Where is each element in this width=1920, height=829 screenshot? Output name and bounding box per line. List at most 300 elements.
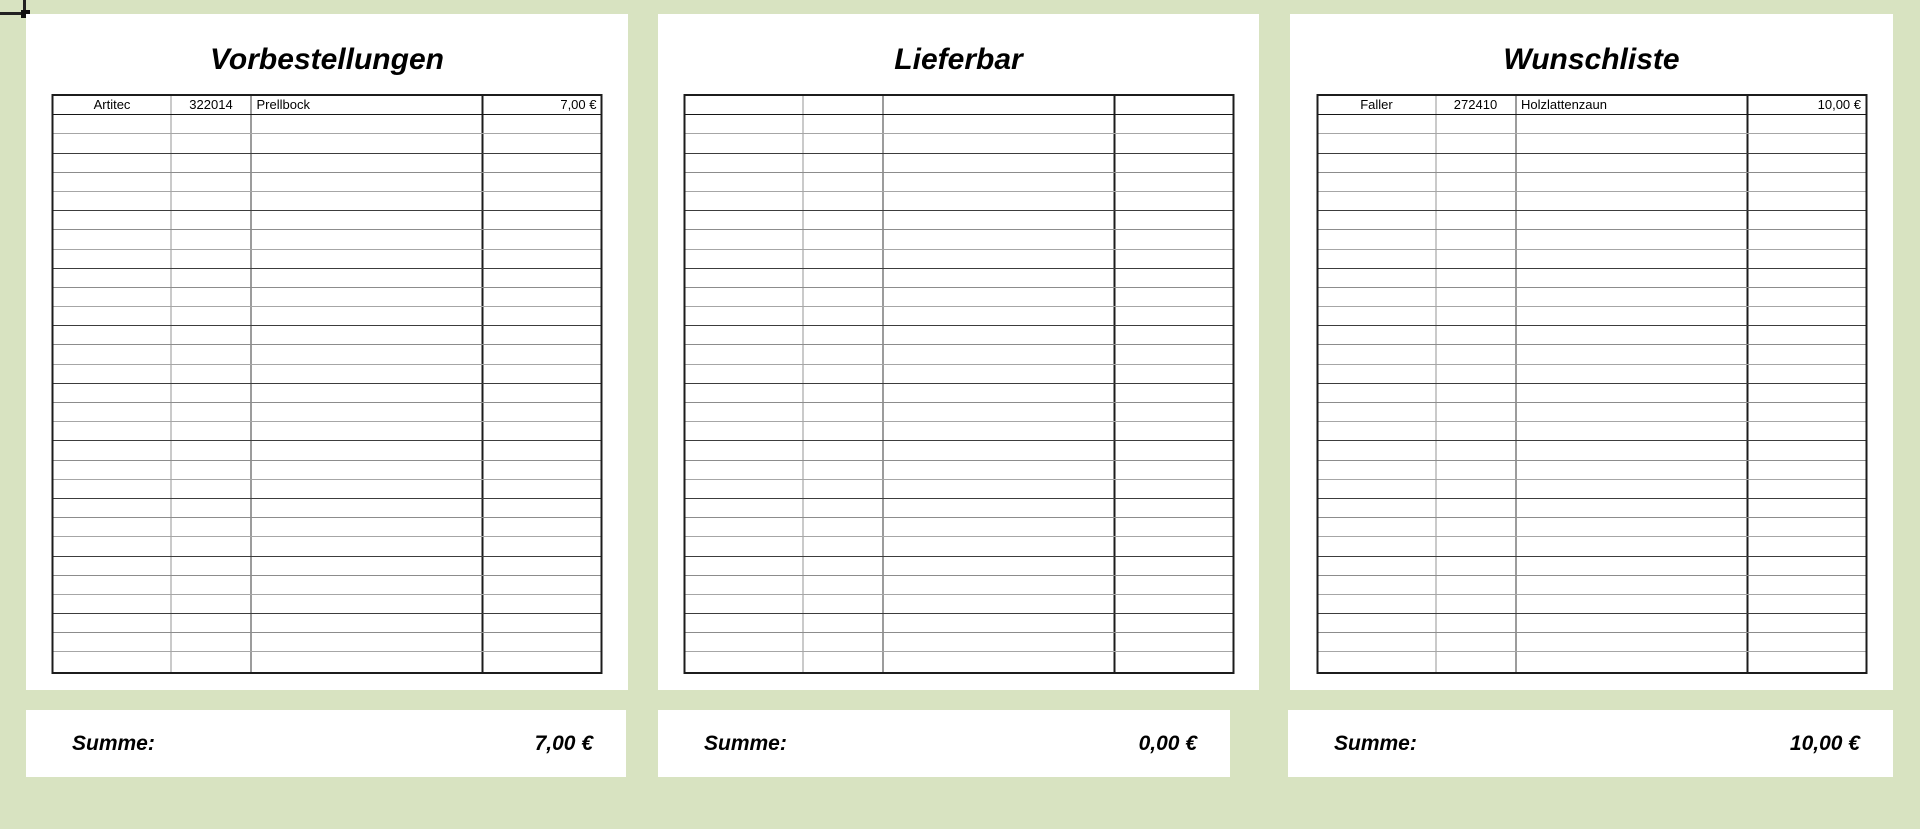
table-cell[interactable] [1318,288,1436,306]
table-cell[interactable] [685,192,803,210]
table-cell[interactable] [685,537,803,555]
table-cell[interactable] [172,173,252,191]
table-cell[interactable] [685,480,803,498]
table-cell[interactable] [883,345,1115,363]
table-cell[interactable] [1318,652,1436,671]
table-cell[interactable] [685,422,803,440]
table-cell[interactable] [1516,576,1748,594]
table-cell[interactable] [1516,173,1748,191]
table-cell[interactable] [1748,576,1865,594]
table-cell[interactable] [1516,461,1748,479]
table-cell[interactable] [1436,154,1516,172]
table-cell[interactable] [1115,384,1232,402]
table-cell[interactable] [1516,557,1748,575]
table-cell[interactable] [1436,595,1516,613]
table-cell[interactable] [1115,403,1232,421]
table-cell[interactable] [172,403,252,421]
table-cell[interactable] [252,518,484,536]
table-cell[interactable] [1318,250,1436,268]
table-cell[interactable] [54,441,172,459]
table-cell[interactable] [883,326,1115,344]
table-cell[interactable] [54,211,172,229]
table-cell[interactable] [54,480,172,498]
table-cell[interactable] [172,250,252,268]
table-cell[interactable] [685,499,803,517]
table-cell[interactable] [685,269,803,287]
table-cell[interactable] [484,518,601,536]
table-cell[interactable] [1318,461,1436,479]
table-cell[interactable] [1115,154,1232,172]
table-cell[interactable] [1318,595,1436,613]
table-cell[interactable] [54,595,172,613]
table-cell[interactable] [803,115,883,133]
table-cell[interactable] [1318,326,1436,344]
table-cell[interactable] [685,461,803,479]
table-cell[interactable] [1318,633,1436,651]
table-cell[interactable] [484,230,601,248]
table-cell[interactable] [883,134,1115,152]
table-cell[interactable] [1318,537,1436,555]
table-cell[interactable] [1436,173,1516,191]
table-cell[interactable] [1436,557,1516,575]
table-cell[interactable] [252,230,484,248]
table-cell[interactable] [883,154,1115,172]
table-cell[interactable] [1748,250,1865,268]
table-cell[interactable] [1436,134,1516,152]
table-cell[interactable] [252,633,484,651]
table-cell[interactable] [883,115,1115,133]
table-cell[interactable] [172,461,252,479]
table-cell[interactable] [1436,537,1516,555]
table-cell[interactable] [685,365,803,383]
table-cell[interactable] [484,288,601,306]
cell-brand[interactable] [685,96,803,114]
table-cell[interactable] [172,307,252,325]
table-cell[interactable] [803,154,883,172]
table-cell[interactable] [1748,441,1865,459]
table-cell[interactable] [252,557,484,575]
table-cell[interactable] [172,365,252,383]
table-cell[interactable] [172,422,252,440]
table-cell[interactable] [803,192,883,210]
table-cell[interactable] [54,614,172,632]
cell-price[interactable]: 7,00 € [560,97,597,112]
table-cell[interactable] [1115,307,1232,325]
table-cell[interactable] [1115,499,1232,517]
table-cell[interactable] [1516,499,1748,517]
table-cell[interactable] [1516,614,1748,632]
table-cell[interactable] [1318,518,1436,536]
table-cell[interactable] [1115,115,1232,133]
table-cell[interactable] [1115,173,1232,191]
table-cell[interactable] [172,345,252,363]
table-cell[interactable] [685,345,803,363]
table-cell[interactable] [1516,345,1748,363]
table-cell[interactable] [803,652,883,671]
table-cell[interactable] [685,154,803,172]
table-cell[interactable] [1318,480,1436,498]
table-cell[interactable] [883,230,1115,248]
table-cell[interactable] [252,192,484,210]
table-cell[interactable] [1318,173,1436,191]
table-cell[interactable] [1748,326,1865,344]
table-cell[interactable] [172,384,252,402]
table-cell[interactable] [54,307,172,325]
table-cell[interactable] [883,614,1115,632]
table-cell[interactable] [484,403,601,421]
table-cell[interactable] [172,211,252,229]
table-cell[interactable] [1516,288,1748,306]
table-cell[interactable] [685,173,803,191]
table-cell[interactable] [883,173,1115,191]
table-cell[interactable] [883,441,1115,459]
table-cell[interactable] [1748,173,1865,191]
table-cell[interactable] [1436,326,1516,344]
table-cell[interactable] [252,576,484,594]
table-cell[interactable] [1748,499,1865,517]
table-cell[interactable] [1436,403,1516,421]
table-cell[interactable] [1318,269,1436,287]
table-cell[interactable] [252,154,484,172]
table-cell[interactable] [803,499,883,517]
table-cell[interactable] [1516,307,1748,325]
table-cell[interactable] [252,499,484,517]
table-cell[interactable] [54,422,172,440]
table-cell[interactable] [1516,115,1748,133]
table-cell[interactable] [484,307,601,325]
table-cell[interactable] [803,422,883,440]
table-cell[interactable] [803,365,883,383]
table-cell[interactable] [1748,652,1865,671]
table-cell[interactable] [484,480,601,498]
cell-article-no[interactable] [803,96,883,114]
table-cell[interactable] [54,499,172,517]
table-cell[interactable] [1436,345,1516,363]
table-cell[interactable] [484,134,601,152]
table-cell[interactable] [484,192,601,210]
table-cell[interactable] [1115,365,1232,383]
table-cell[interactable] [1516,250,1748,268]
table-cell[interactable] [252,173,484,191]
table-cell[interactable] [803,576,883,594]
table-cell[interactable] [252,441,484,459]
table-cell[interactable] [803,518,883,536]
table-cell[interactable] [54,518,172,536]
table-cell[interactable] [883,537,1115,555]
table-cell[interactable] [685,307,803,325]
table-cell[interactable] [883,269,1115,287]
table-cell[interactable] [1436,211,1516,229]
table-cell[interactable] [1748,230,1865,248]
table-cell[interactable] [1318,307,1436,325]
table-cell[interactable] [803,307,883,325]
table-cell[interactable] [54,115,172,133]
table-cell[interactable] [1748,614,1865,632]
table-cell[interactable] [484,499,601,517]
table-cell[interactable] [252,384,484,402]
table-cell[interactable] [252,269,484,287]
table-cell[interactable] [172,269,252,287]
table-cell[interactable] [1115,576,1232,594]
table-cell[interactable] [1748,403,1865,421]
table-cell[interactable] [1516,211,1748,229]
table-cell[interactable] [484,173,601,191]
table-cell[interactable] [1115,345,1232,363]
table-cell[interactable] [1115,134,1232,152]
table-cell[interactable] [54,345,172,363]
table-cell[interactable] [1318,134,1436,152]
table-cell[interactable] [803,384,883,402]
table-cell[interactable] [803,595,883,613]
table-cell[interactable] [803,480,883,498]
table-cell[interactable] [1748,288,1865,306]
table-cell[interactable] [1436,288,1516,306]
table-cell[interactable] [883,422,1115,440]
table-cell[interactable] [172,652,252,671]
table-cell[interactable] [1115,557,1232,575]
cell-item[interactable]: Holzlattenzaun [1516,96,1748,114]
table-cell[interactable] [803,134,883,152]
table-cell[interactable] [484,326,601,344]
table-cell[interactable] [54,365,172,383]
table-cell[interactable] [1748,633,1865,651]
table-cell[interactable] [1436,230,1516,248]
table-cell[interactable] [1436,115,1516,133]
table-cell[interactable] [1516,480,1748,498]
table-cell[interactable] [1748,537,1865,555]
table-cell[interactable] [1516,537,1748,555]
table-cell[interactable] [1748,518,1865,536]
table-cell[interactable] [1748,154,1865,172]
table-cell[interactable] [883,250,1115,268]
table-cell[interactable] [1436,633,1516,651]
table-cell[interactable] [252,652,484,671]
table-cell[interactable] [1318,576,1436,594]
table-cell[interactable] [883,576,1115,594]
table-cell[interactable] [1436,422,1516,440]
cell-article-no[interactable]: 272410 [1436,96,1516,114]
table-cell[interactable] [685,441,803,459]
table-cell[interactable] [1318,403,1436,421]
table-cell[interactable] [1436,250,1516,268]
table-cell[interactable] [1115,518,1232,536]
table-cell[interactable] [1436,614,1516,632]
table-cell[interactable] [252,345,484,363]
table-cell[interactable] [1318,115,1436,133]
table-cell[interactable] [685,384,803,402]
table-cell[interactable] [883,633,1115,651]
table-cell[interactable] [1748,365,1865,383]
table-cell[interactable] [1748,269,1865,287]
table-cell[interactable] [1115,480,1232,498]
table-cell[interactable] [252,422,484,440]
table-cell[interactable] [172,614,252,632]
table-cell[interactable] [1318,557,1436,575]
table-cell[interactable] [803,326,883,344]
cell-price[interactable]: 10,00 € [1817,97,1861,112]
cell-price[interactable] [1115,96,1232,114]
table-cell[interactable] [883,499,1115,517]
table-cell[interactable] [484,365,601,383]
table-cell[interactable] [252,480,484,498]
table-cell[interactable] [1748,211,1865,229]
table-cell[interactable] [1748,345,1865,363]
cell-item[interactable] [883,96,1115,114]
table-cell[interactable] [252,211,484,229]
table-cell[interactable] [484,461,601,479]
table-cell[interactable] [883,365,1115,383]
table-cell[interactable] [484,345,601,363]
cell-article-no[interactable]: 322014 [172,96,252,114]
table-cell[interactable] [685,595,803,613]
table-cell[interactable] [252,614,484,632]
table-cell[interactable] [1516,154,1748,172]
table-cell[interactable] [883,288,1115,306]
table-cell[interactable] [1436,441,1516,459]
table-cell[interactable] [172,192,252,210]
table-cell[interactable] [252,326,484,344]
table-cell[interactable] [54,652,172,671]
table-cell[interactable] [1318,365,1436,383]
table-cell[interactable] [803,441,883,459]
table-cell[interactable] [1516,633,1748,651]
table-cell[interactable] [172,154,252,172]
table-cell[interactable] [484,595,601,613]
table-cell[interactable] [54,537,172,555]
table-cell[interactable] [803,250,883,268]
table-cell[interactable] [1115,230,1232,248]
table-cell[interactable] [685,134,803,152]
table-cell[interactable] [1748,557,1865,575]
table-cell[interactable] [1748,595,1865,613]
table-cell[interactable] [484,441,601,459]
table-cell[interactable] [54,557,172,575]
table-cell[interactable] [883,403,1115,421]
table-cell[interactable] [172,595,252,613]
table-cell[interactable] [252,365,484,383]
table-cell[interactable] [883,652,1115,671]
table-cell[interactable] [484,211,601,229]
table-cell[interactable] [54,576,172,594]
table-cell[interactable] [252,461,484,479]
table-cell[interactable] [685,633,803,651]
table-cell[interactable] [1748,307,1865,325]
table-cell[interactable] [252,134,484,152]
table-cell[interactable] [54,154,172,172]
table-cell[interactable] [54,173,172,191]
table-cell[interactable] [883,211,1115,229]
table-cell[interactable] [484,633,601,651]
table-cell[interactable] [1748,480,1865,498]
table-cell[interactable] [1436,307,1516,325]
table-cell[interactable] [252,115,484,133]
table-cell[interactable] [484,557,601,575]
table-cell[interactable] [883,595,1115,613]
table-cell[interactable] [1516,326,1748,344]
table-cell[interactable] [803,288,883,306]
table-cell[interactable] [54,384,172,402]
table-cell[interactable] [1115,192,1232,210]
table-cell[interactable] [1516,134,1748,152]
table-cell[interactable] [803,557,883,575]
table-cell[interactable] [172,633,252,651]
table-cell[interactable] [685,557,803,575]
table-cell[interactable] [1115,633,1232,651]
table-cell[interactable] [1516,441,1748,459]
table-cell[interactable] [252,595,484,613]
table-cell[interactable] [685,576,803,594]
table-cell[interactable] [1318,614,1436,632]
table-cell[interactable] [1115,211,1232,229]
table-cell[interactable] [172,115,252,133]
cell-brand[interactable]: Faller [1318,96,1436,114]
table-cell[interactable] [1516,652,1748,671]
table-cell[interactable] [1115,614,1232,632]
table-cell[interactable] [685,652,803,671]
table-cell[interactable] [1436,480,1516,498]
table-cell[interactable] [484,115,601,133]
table-cell[interactable] [883,307,1115,325]
table-cell[interactable] [685,211,803,229]
table-cell[interactable] [1516,384,1748,402]
table-cell[interactable] [484,422,601,440]
table-cell[interactable] [172,537,252,555]
table-cell[interactable] [54,134,172,152]
table-cell[interactable] [54,403,172,421]
table-cell[interactable] [1318,154,1436,172]
table-cell[interactable] [1318,422,1436,440]
table-cell[interactable] [172,576,252,594]
table-cell[interactable] [484,576,601,594]
table-cell[interactable] [803,230,883,248]
table-cell[interactable] [484,537,601,555]
table-cell[interactable] [803,633,883,651]
table-cell[interactable] [685,518,803,536]
table-cell[interactable] [883,480,1115,498]
table-cell[interactable] [883,192,1115,210]
table-cell[interactable] [484,614,601,632]
table-cell[interactable] [1748,461,1865,479]
table-cell[interactable] [803,403,883,421]
table-cell[interactable] [883,518,1115,536]
table-cell[interactable] [1516,192,1748,210]
table-cell[interactable] [1115,537,1232,555]
table-cell[interactable] [1318,441,1436,459]
table-cell[interactable] [685,250,803,268]
table-cell[interactable] [1436,652,1516,671]
table-cell[interactable] [1748,134,1865,152]
table-cell[interactable] [1436,384,1516,402]
table-cell[interactable] [1318,384,1436,402]
table-cell[interactable] [54,192,172,210]
table-cell[interactable] [252,307,484,325]
table-cell[interactable] [484,384,601,402]
table-cell[interactable] [1318,192,1436,210]
table-cell[interactable] [1436,192,1516,210]
table-cell[interactable] [803,345,883,363]
table-cell[interactable] [883,557,1115,575]
table-cell[interactable] [803,614,883,632]
table-cell[interactable] [54,326,172,344]
table-cell[interactable] [1115,441,1232,459]
table-cell[interactable] [1516,230,1748,248]
table-cell[interactable] [54,230,172,248]
table-cell[interactable] [685,230,803,248]
table-cell[interactable] [484,250,601,268]
table-cell[interactable] [685,115,803,133]
table-cell[interactable] [1748,192,1865,210]
table-cell[interactable] [54,269,172,287]
